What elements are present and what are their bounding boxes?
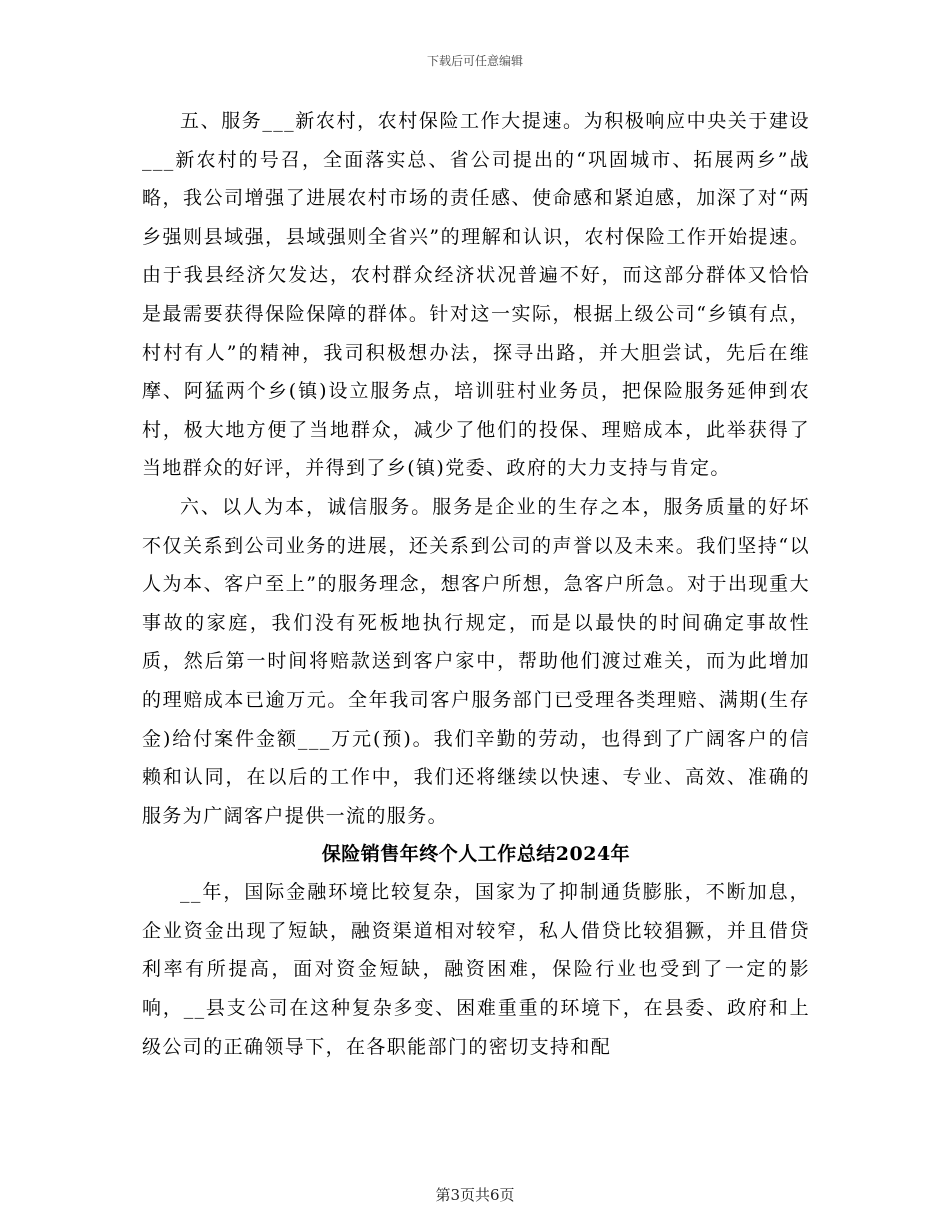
page-footer: 第3页共6页 <box>435 1186 515 1204</box>
paragraph-summary-intro: __年，国际金融环境比较复杂，国家为了抑制通货膨胀，不断加息，企业资金出现了短缺，融资渠道相对较窄，私人借贷比较猖獗，并且借贷利率有所提高，面对资金短缺，融资困难，保险行业也受到了一定的影响，__县支公司在这种复杂多变、困难重重的环境下，在县委、政府和上级公司的正确领导下，在各职能部门的密切支持和配 <box>142 881 810 1058</box>
document-body <box>142 102 810 1066</box>
section-title: 保险销售年终个人工作总结2024年 <box>321 843 631 866</box>
page-header: 下载后可任意编辑 <box>426 54 523 68</box>
paragraph-people-oriented: 六、以人为本，诚信服务。服务是企业的生存之本，服务质量的好坏不仅关系到公司业务的进展，还关系到公司的声誉以及未来。我们坚持“以人为本、客户至上”的服务理念，想客户所想，急客户所急。对于出现重大事故的家庭，我们没有死板地执行规定，而是以最快的时间确定事故性质，然后第一时间将赔款送到客户家中，帮助他们渡过难关，而为此增加的理赔成本已逾万元。全年我司客户服务部门已受理各类理赔、满期(生存金)给付案件金额___万元(预)。我们辛勤的劳动，也得到了广阔客户的信赖和认同，在以后的工作中，我们还将继续以快速、专业、高效、准确的服务为广阔客户提供一流的服务。 <box>142 495 810 827</box>
paragraph-service-rural: 五、服务___新农村，农村保险工作大提速。为积极响应中央关于建设___新农村的号召，全面落实总、省公司提出的“巩固城市、拓展两乡”战略，我公司增强了进展农村市场的责任感、使命感和紧迫感，加深了对“两乡强则县域强，县域强则全省兴”的理解和认识，农村保险工作开始提速。由于我县经济欠发达，农村群众经济状况普遍不好，而这部分群体又恰恰是最需要获得保险保障的群体。针对这一实际，根据上级公司“乡镇有点，村村有人”的精神，我司积极想办法，探寻出路，并大胆尝试，先后在维摩、阿猛两个乡(镇)设立服务点，培训驻村业务员，把保险服务延伸到农村，极大地方便了当地群众，减少了他们的投保、理赔成本，此举获得了当地群众的好评，并得到了乡(镇)党委、政府的大力支持与肯定。 <box>142 110 810 480</box>
